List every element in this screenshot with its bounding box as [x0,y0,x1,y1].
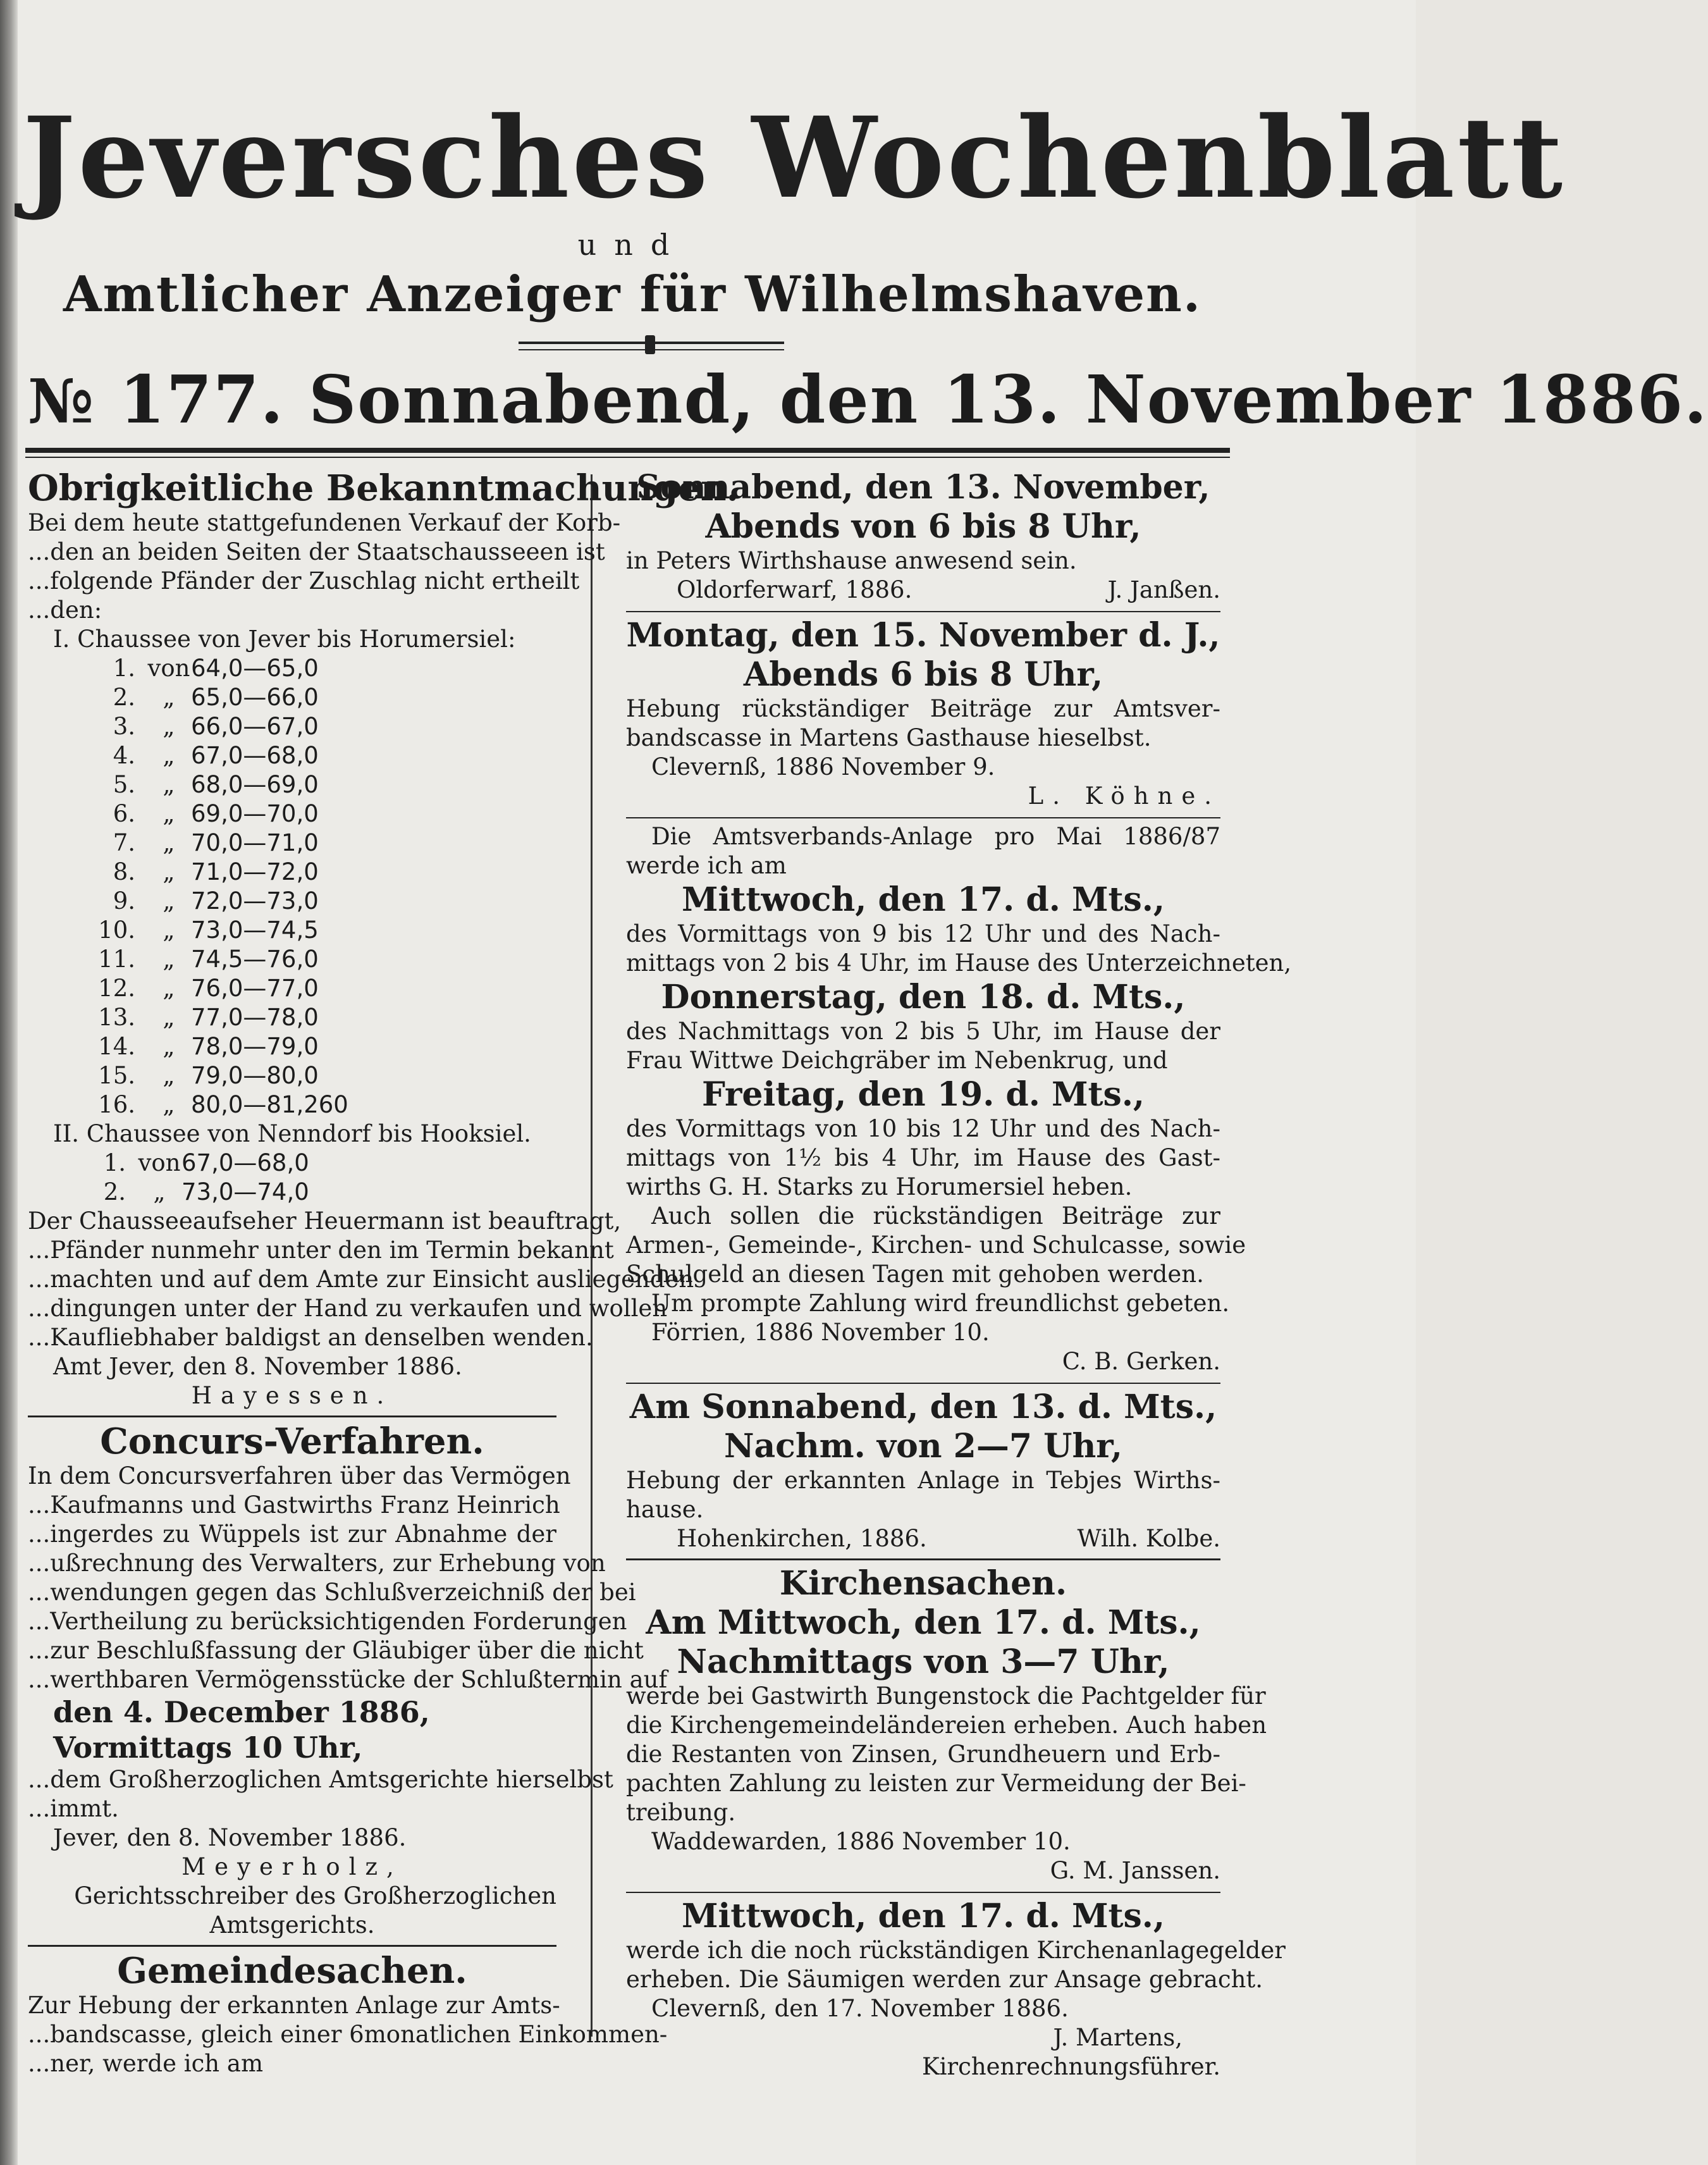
row-prefix: „ [163,1033,175,1060]
text-line: die Restanten von Zinsen, Grundheuern und Erb- [626,1741,1220,1768]
divider [28,1416,556,1417]
signature: C. B. Gerken. [1062,1348,1220,1375]
text-line: Armen-, Gemeinde-, Kirchen- und Schulcasse, sowie [626,1231,1246,1259]
row-prefix: „ [163,858,175,885]
text-line: ...Vertheilung zu berücksichtigenden Forderungen [28,1608,627,1635]
text-line: treibung. [626,1799,736,1826]
row-range: 67,0—68,0 [191,742,319,769]
row-prefix: „ [163,771,175,798]
row-range: 74,5—76,0 [191,946,319,973]
text-line: Hebung der erkannten Anlage in Tebjes Wirths- [626,1467,1220,1494]
date-heading: Mittwoch, den 17. d. Mts., [681,880,1165,919]
place-date: Clevernß, den 17. November 1886. [651,1995,1069,2022]
header-rule-thin [25,457,1230,458]
notice-subheading: Nachmittags von 3—7 Uhr, [677,1643,1170,1681]
row-range: 78,0—79,0 [191,1033,319,1060]
issue-date: Sonnabend, den 13. November 1886. [309,361,1708,438]
masthead-title: Jeversches Wochenblatt [23,92,1566,223]
table-row [28,770,556,799]
text-line: Der Chausseeaufseher Heuermann ist beauftragt, [28,1207,622,1235]
text-line: hause. [626,1496,704,1523]
row-prefix: „ [163,1062,175,1089]
signature-title: Gerichtsschreiber des Großherzoglichen [74,1882,556,1909]
table-row [28,1003,556,1032]
row-range: 67,0—68,0 [181,1149,309,1176]
header-rule [25,448,1230,453]
table-row [28,945,556,974]
masthead-und: und [577,228,687,262]
place-date: Waddewarden, 1886 November 10. [651,1828,1071,1855]
notice-heading: Montag, den 15. November d. J., [626,616,1220,655]
notice-heading: Sonnabend, den 13. November, [636,468,1210,507]
row-number: 2. [103,1178,126,1206]
text-line: ...ner, werde ich am [28,2050,264,2077]
row-prefix: „ [163,975,175,1002]
row-prefix: von [138,1149,181,1176]
pledge-table-1 [28,654,556,1120]
row-range: 69,0—70,0 [191,800,319,827]
row-number: 1. [113,655,135,682]
divider [626,817,1220,818]
text-line: Schulgeld an diesen Tagen mit gehoben werden. [626,1261,1204,1288]
text-line: werde ich die noch rückständigen Kirchenanlagegelder [626,1937,1286,1964]
text-line: ...werthbaren Vermögensstücke der Schlußtermin auf [28,1666,668,1693]
text-line: Bei dem heute stattgefundenen Verkauf der Korb- [28,509,621,536]
text-line: des Vormittags von 9 bis 12 Uhr und des Nach- [626,920,1220,947]
row-prefix: „ [153,1178,166,1206]
table-row [28,1090,556,1120]
text-line: erheben. Die Säumigen werden zur Ansage gebracht. [626,1966,1263,1993]
date-heading: Freitag, den 19. d. Mts., [701,1075,1145,1114]
row-prefix: „ [163,684,175,711]
row-range: 79,0—80,0 [191,1062,319,1089]
table-row [28,916,556,945]
table-row [28,799,556,829]
row-number: 3. [113,713,135,740]
row-range: 72,0—73,0 [191,887,319,915]
notice-heading: Gemeindesachen. [117,1950,467,1992]
notice-subheading: Abends von 6 bis 8 Uhr, [705,507,1141,546]
row-number: 2. [113,684,135,711]
issue-dateline [28,361,1708,438]
signature: J. Janßen. [1107,576,1220,603]
term-date: den 4. December 1886, [53,1695,430,1729]
notice-heading: Obrigkeitliche Bekanntmachungen. [28,467,739,509]
divider [626,1558,1220,1560]
signature: J. Martens, [1053,2024,1183,2051]
table-row [28,829,556,858]
row-number: 6. [113,800,135,827]
row-number: 13. [98,1004,135,1031]
row-prefix: „ [163,1091,175,1118]
row-number: 16. [98,1091,135,1118]
place-date: Clevernß, 1886 November 9. [651,753,995,780]
text-line: werde bei Gastwirth Bungenstock die Pachtgelder für [626,1682,1266,1710]
divider [626,611,1220,612]
text-line: ...den an beiden Seiten der Staatschausseeen ist [28,538,605,565]
section-title: II. Chaussee von Nenndorf bis Hooksiel. [53,1120,531,1147]
row-prefix: „ [163,916,175,944]
place-date: Oldorferwarf, 1886. [677,576,912,603]
pledge-table-2 [28,1149,556,1207]
row-prefix: „ [163,713,175,740]
row-range: 66,0—67,0 [191,713,319,740]
row-range: 68,0—69,0 [191,771,319,798]
text-line: ...folgende Pfänder der Zuschlag nicht ertheilt [28,567,580,595]
text-line: des Nachmittags von 2 bis 5 Uhr, im Hause der [626,1018,1220,1045]
place-signature-row [626,576,1220,605]
table-row [28,887,556,916]
place-date: Amt Jever, den 8. November 1886. [53,1353,462,1380]
masthead-subtitle: Amtlicher Anzeiger für Wilhelmshaven. [63,266,1202,323]
row-range: 65,0—66,0 [191,684,319,711]
signature-title: Kirchenrechnungsführer. [921,2053,1220,2080]
row-prefix: von [147,655,190,682]
table-row [28,712,556,741]
row-number: 15. [98,1062,135,1089]
row-prefix: „ [163,742,175,769]
row-range: 70,0—71,0 [191,829,319,856]
ornament-rule [519,342,784,350]
text-line: ...wendungen gegen das Schlußverzeichniß der bei [28,1579,636,1606]
table-row [28,683,556,712]
notice-subheading: Abends 6 bis 8 Uhr, [743,655,1103,694]
row-prefix: „ [163,946,175,973]
text-line: ...Kaufmanns und Gastwirths Franz Heinrich [28,1491,560,1519]
date-heading: Donnerstag, den 18. d. Mts., [661,978,1186,1016]
text-line: wirths G. H. Starks zu Horumersiel heben. [626,1173,1133,1200]
section-heading: Kirchensachen. [779,1564,1067,1603]
row-range: 73,0—74,0 [181,1178,309,1206]
row-range: 64,0—65,0 [191,655,319,682]
place-date: Förrien, 1886 November 10. [651,1319,990,1346]
text-line: ...den: [28,596,102,624]
right-column [626,468,1292,2082]
text-line: Hebung rückständiger Beiträge zur Amtsver- [626,695,1220,722]
text-line: ...Kaufliebhaber baldigst an denselben wenden. [28,1324,593,1351]
page-binding-edge [0,0,18,2165]
row-prefix: „ [163,829,175,856]
row-number: 12. [98,975,135,1002]
notice-subheading: Nachm. von 2—7 Uhr, [723,1427,1123,1465]
text-line: ...bandscasse, gleich einer 6monatlichen Einkommen- [28,2021,668,2048]
row-prefix: „ [163,887,175,915]
divider [28,1945,556,1947]
row-number: 14. [98,1033,135,1060]
text-line: werde ich am [626,852,787,879]
notice-heading: Am Sonnabend, den 13. d. Mts., [629,1388,1217,1426]
text-line: ...dingungen unter der Hand zu verkaufen und wollen [28,1295,668,1322]
place-signature-row [626,1524,1220,1553]
number-sign: № [28,366,95,437]
text-line: Zur Hebung der erkannten Anlage zur Amts- [28,1992,560,2019]
row-range: 77,0—78,0 [191,1004,319,1031]
text-line: mittags von 1½ bis 4 Uhr, im Hause des Gast- [626,1144,1220,1171]
text-line: des Vormittags von 10 bis 12 Uhr und des Nach- [626,1115,1220,1142]
row-number: 5. [113,771,135,798]
row-number: 11. [98,946,135,973]
table-row [28,974,556,1003]
text-line: Auch sollen die rückständigen Beiträge zur [651,1202,1220,1230]
text-line: ...zur Beschlußfassung der Gläubiger über die nicht [28,1637,644,1664]
place-date: Jever, den 8. November 1886. [53,1824,407,1851]
text-line: bandscasse in Martens Gasthause hieselbst. [626,724,1152,751]
row-number: 4. [113,742,135,769]
signature: Hayessen. [191,1382,393,1409]
row-number: 10. [98,916,135,944]
text-line: Frau Wittwe Deichgräber im Nebenkrug, und [626,1047,1168,1074]
row-number: 7. [113,829,135,856]
notice-heading: Mittwoch, den 17. d. Mts., [681,1897,1165,1935]
text-line: ...ingerdes zu Wüppels ist zur Abnahme der [28,1520,556,1548]
table-row [28,1178,556,1207]
text-line: Die Amtsverbands-Anlage pro Mai 1886/87 [651,823,1220,850]
row-range: 73,0—74,5 [191,916,319,944]
table-row [28,1149,556,1178]
row-number: 1. [103,1149,126,1176]
text-line: In dem Concursverfahren über das Vermögen [28,1462,571,1490]
text-line: ...machten und auf dem Amte zur Einsicht ausliegenden [28,1266,694,1293]
row-number: 9. [113,887,135,915]
issue-number: 177. [119,361,285,438]
text-line: ...Pfänder nunmehr unter den im Termin bekannt [28,1237,614,1264]
divider [626,1892,1220,1893]
row-prefix: „ [163,800,175,827]
signature: Wilh. Kolbe. [1077,1525,1220,1552]
row-range: 76,0—77,0 [191,975,319,1002]
signature: Meyerholz, [181,1853,403,1880]
table-row [28,1061,556,1090]
row-prefix: „ [163,1004,175,1031]
text-line: ...dem Großherzoglichen Amtsgerichte hierselbst [28,1766,613,1793]
row-range: 71,0—72,0 [191,858,319,885]
notice-heading: Am Mittwoch, den 17. d. Mts., [646,1603,1201,1642]
place-date: Hohenkirchen, 1886. [677,1525,927,1552]
table-row [28,654,556,683]
row-number: 8. [113,858,135,885]
row-range: 80,0—81,260 [191,1091,348,1118]
table-row [28,1032,556,1061]
signature: G. M. Janssen. [1050,1857,1220,1884]
term-time: Vormittags 10 Uhr, [53,1730,363,1765]
text-line: pachten Zahlung zu leisten zur Vermeidung der Bei- [626,1770,1246,1797]
text-line: die Kirchengemeindeländereien erheben. Auch haben [626,1712,1267,1739]
text-line: mittags von 2 bis 4 Uhr, im Hause des Unterzeichneten, [626,949,1292,977]
table-row [28,858,556,887]
text-line: ...ußrechnung des Verwalters, zur Erhebung von [28,1550,606,1577]
signature-title: Amtsgerichts. [209,1911,375,1939]
text-line: ...immt. [28,1795,119,1822]
section-title: I. Chaussee von Jever bis Horumersiel: [53,626,516,653]
notice-heading: Concurs-Verfahren. [100,1421,484,1462]
signature: L. Köhne. [1028,782,1220,810]
table-row [28,741,556,770]
text-line: Um prompte Zahlung wird freundlichst gebeten. [651,1290,1230,1317]
divider [626,1383,1220,1384]
text-line: in Peters Wirthshause anwesend sein. [626,547,1077,574]
